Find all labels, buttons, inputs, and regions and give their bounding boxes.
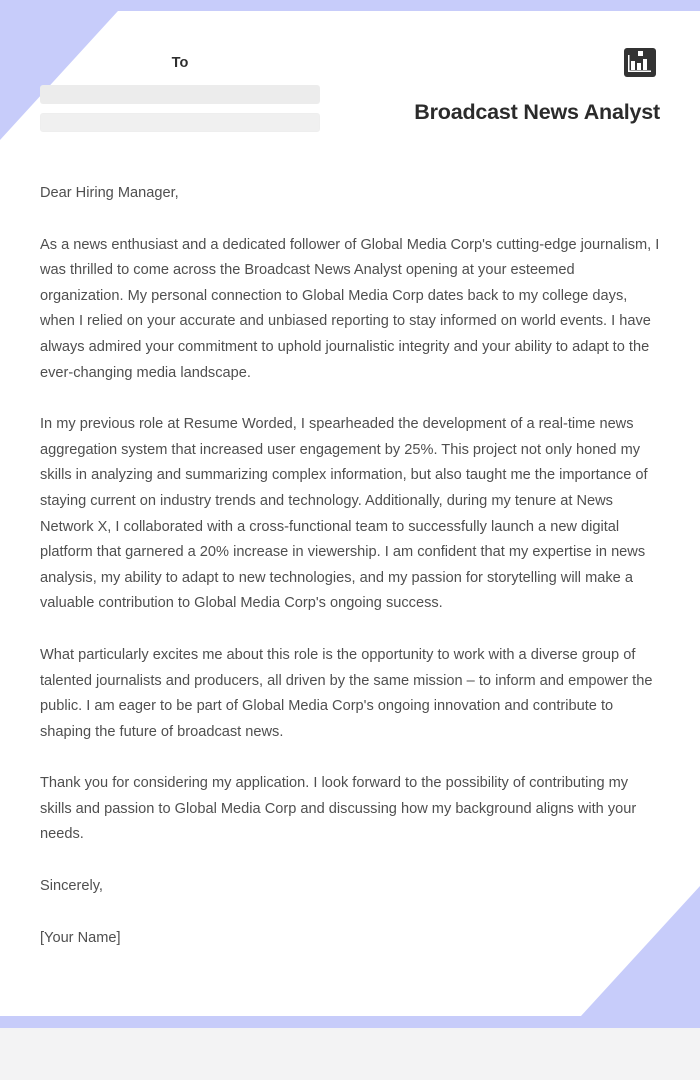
letter-body [0, 181, 700, 951]
letter-paragraph-4: Thank you for considering my application. I look forward to the possibility of contributing my skills and passion to Global Media Corp and discussing how my background aligns with your needs. [40, 775, 637, 843]
letter-paragraph-2: In my previous role at Resume Worded, I spearheaded the development of a real-time news aggregation system that increased user engagement by 25%. This project not only honed my skills in analyzing and summarizing complex information, but also taught me the importance of staying current on industry trends and technology. Additionally, during my tenure at News Network X, I collaborated with a cross-functional team to successfully launch a new digital platform that garnered a 20% increase in viewership. I am confident that my expertise in news analysis, my ability to adapt to new technologies, and my passion for storytelling will make a valuable contribution to Global Media Corp's ongoing success. [40, 416, 648, 612]
letter-paragraph-3: What particularly excites me about this role is the opportunity to work with a diverse group of talented journalists and producers, all driven by the same mission – to inform and empower the public. I am eager to be part of Global Media Corp's ongoing innovation and contribute to shaping the future of broadcast news. [40, 646, 653, 740]
newspaper-broadcast-icon [620, 44, 660, 84]
letter-paragraph-1: As a news enthusiast and a dedicated follower of Global Media Corp's cutting-edge journalism, I was thrilled to come across the Broadcast News Analyst opening at your esteemed organization. My personal connection to Global Media Corp dates back to my college days, when I relied on your accurate and unbiased reporting to stay informed on world events. I have always admired your commitment to uphold journalistic integrity and your ability to adapt to the ever-changing media landscape. [40, 236, 660, 381]
recipient-placeholder-line-2[interactable] [40, 113, 320, 132]
salutation: Dear Hiring Manager, [40, 185, 179, 201]
letter-header [0, 0, 700, 141]
to-label: To [171, 55, 189, 71]
title-block [360, 44, 660, 125]
job-title: Broadcast News Analyst [414, 100, 660, 124]
recipient-placeholder-line-1[interactable] [40, 85, 320, 104]
signature: [Your Name] [40, 929, 121, 946]
closing: Sincerely, [40, 878, 103, 895]
recipient-block [40, 44, 340, 141]
